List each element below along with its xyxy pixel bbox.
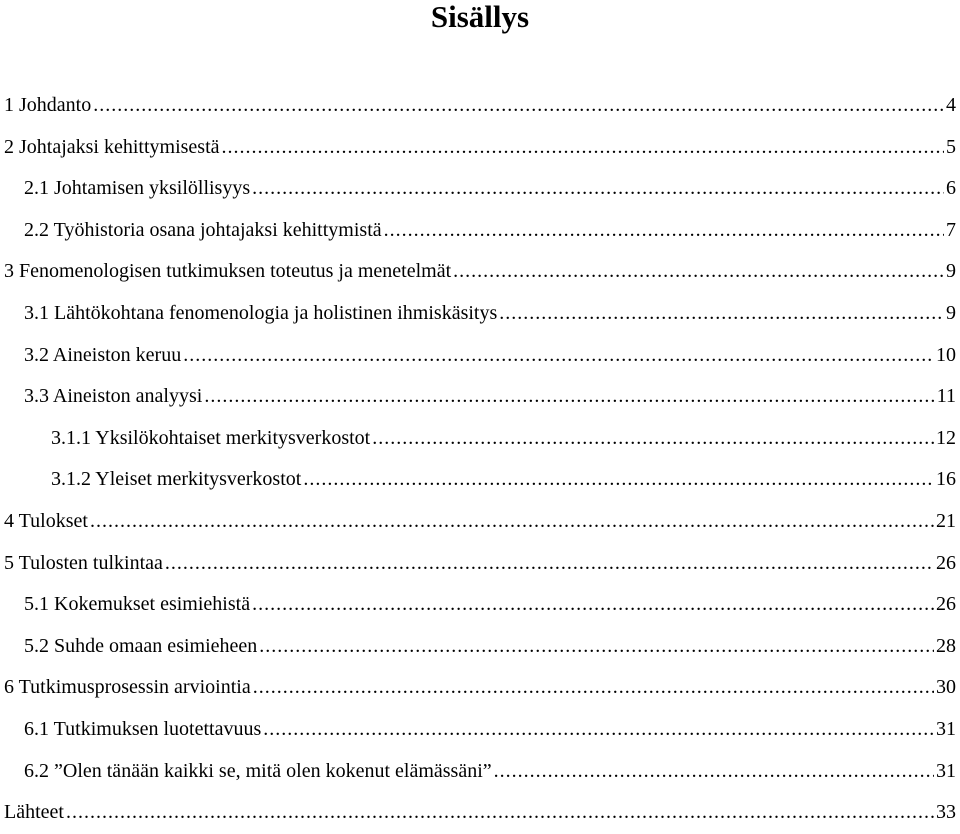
page-title: Sisällys: [430, 0, 530, 34]
toc-entry[interactable]: [4, 751, 956, 793]
toc-entry-label: 3.2 Aineiston keruu: [24, 343, 182, 366]
toc-entry[interactable]: [4, 251, 956, 293]
toc-entry-label: 5 Tulosten tulkintaa: [4, 551, 163, 574]
toc-entry[interactable]: [4, 85, 956, 127]
dot-leader: [93, 85, 944, 127]
toc-entry-page: 7: [946, 218, 956, 241]
dot-leader: [90, 501, 934, 543]
toc-entry-page: 9: [946, 301, 956, 324]
dot-leader: [183, 335, 934, 377]
dot-leader: [66, 792, 934, 834]
toc-entry-page: 31: [936, 759, 956, 782]
toc-entry-label: 5.2 Suhde omaan esimieheen: [24, 634, 258, 657]
toc-entry-page: 30: [936, 676, 956, 699]
toc-entry[interactable]: [4, 584, 956, 626]
dot-leader: [453, 251, 944, 293]
toc-entry-page: 10: [936, 343, 956, 366]
toc-entry[interactable]: [4, 168, 956, 210]
dot-leader: [372, 418, 934, 460]
toc-entry[interactable]: [4, 335, 956, 377]
dot-leader: [165, 543, 934, 585]
toc-entry[interactable]: [4, 543, 956, 585]
toc-entry-label: 3 Fenomenologisen tutkimuksen toteutus ja menetelmät: [4, 260, 452, 283]
toc-entry[interactable]: [4, 667, 956, 709]
toc-entry-label: 5.1 Kokemukset esimiehistä: [24, 593, 251, 616]
toc-entry-label: 6.2 ”Olen tänään kaikki se, mitä olen kokenut elämässäni”: [24, 759, 492, 782]
toc-entry-label: 2.2 Työhistoria osana johtajaksi kehittymistä: [24, 218, 382, 241]
dot-leader: [252, 584, 934, 626]
toc-entry[interactable]: [4, 501, 956, 543]
toc-entry-page: 16: [936, 468, 956, 491]
toc-entry-page: 12: [936, 426, 956, 449]
toc-entry-label: 2.1 Johtamisen yksilöllisyys: [24, 177, 251, 200]
toc-entry-label: 6.1 Tutkimuksen luotettavuus: [24, 717, 262, 740]
toc-entry-page: 31: [936, 717, 956, 740]
toc-entry-label: 1 Johdanto: [4, 94, 92, 116]
toc-entry-label: 4 Tulokset: [4, 509, 88, 532]
toc-entry-page: 26: [936, 593, 956, 616]
toc-entry-label: 3.3 Aineiston analyysi: [24, 385, 203, 408]
toc-entry-label: 2 Johtajaksi kehittymisestä: [4, 135, 220, 158]
toc-entry[interactable]: [4, 626, 956, 668]
dot-leader: [303, 459, 934, 501]
toc-entry[interactable]: [4, 293, 956, 335]
toc-entry-page: 6: [946, 177, 956, 200]
dot-leader: [494, 751, 934, 793]
toc-entry-page: 4: [946, 94, 956, 116]
toc-entry[interactable]: [4, 709, 956, 751]
toc-entry-page: 11: [936, 385, 956, 408]
toc-entry-page: 26: [936, 551, 956, 574]
toc-entry-page: 5: [946, 135, 956, 158]
toc-entry-label: 3.1.1 Yksilökohtaiset merkitysverkostot: [51, 426, 371, 449]
toc-entry-page: 33: [936, 801, 956, 824]
toc-entry-page: 21: [936, 509, 956, 532]
dot-leader: [222, 127, 944, 169]
toc-entry-label: 6 Tutkimusprosessin arviointia: [4, 676, 251, 699]
toc-entry-label: Lähteet: [4, 801, 64, 824]
dot-leader: [259, 626, 934, 668]
dot-leader: [204, 376, 934, 418]
toc-entry[interactable]: [4, 418, 956, 460]
dot-leader: [263, 709, 934, 751]
dot-leader: [253, 667, 934, 709]
dot-leader: [252, 168, 944, 210]
toc-entry[interactable]: [4, 376, 956, 418]
toc-entry[interactable]: [4, 459, 956, 501]
toc-entry-label: 3.1.2 Yleiset merkitysverkostot: [51, 468, 302, 491]
table-of-contents: [4, 85, 956, 834]
toc-entry-page: 28: [936, 634, 956, 657]
toc-entry[interactable]: [4, 792, 956, 834]
toc-entry-page: 9: [946, 260, 956, 283]
toc-entry-label: 3.1 Lähtökohtana fenomenologia ja holistinen ihmiskäsitys: [24, 301, 498, 324]
dot-leader: [384, 210, 944, 252]
toc-entry[interactable]: [4, 127, 956, 169]
toc-entry[interactable]: [4, 210, 956, 252]
dot-leader: [499, 293, 944, 335]
